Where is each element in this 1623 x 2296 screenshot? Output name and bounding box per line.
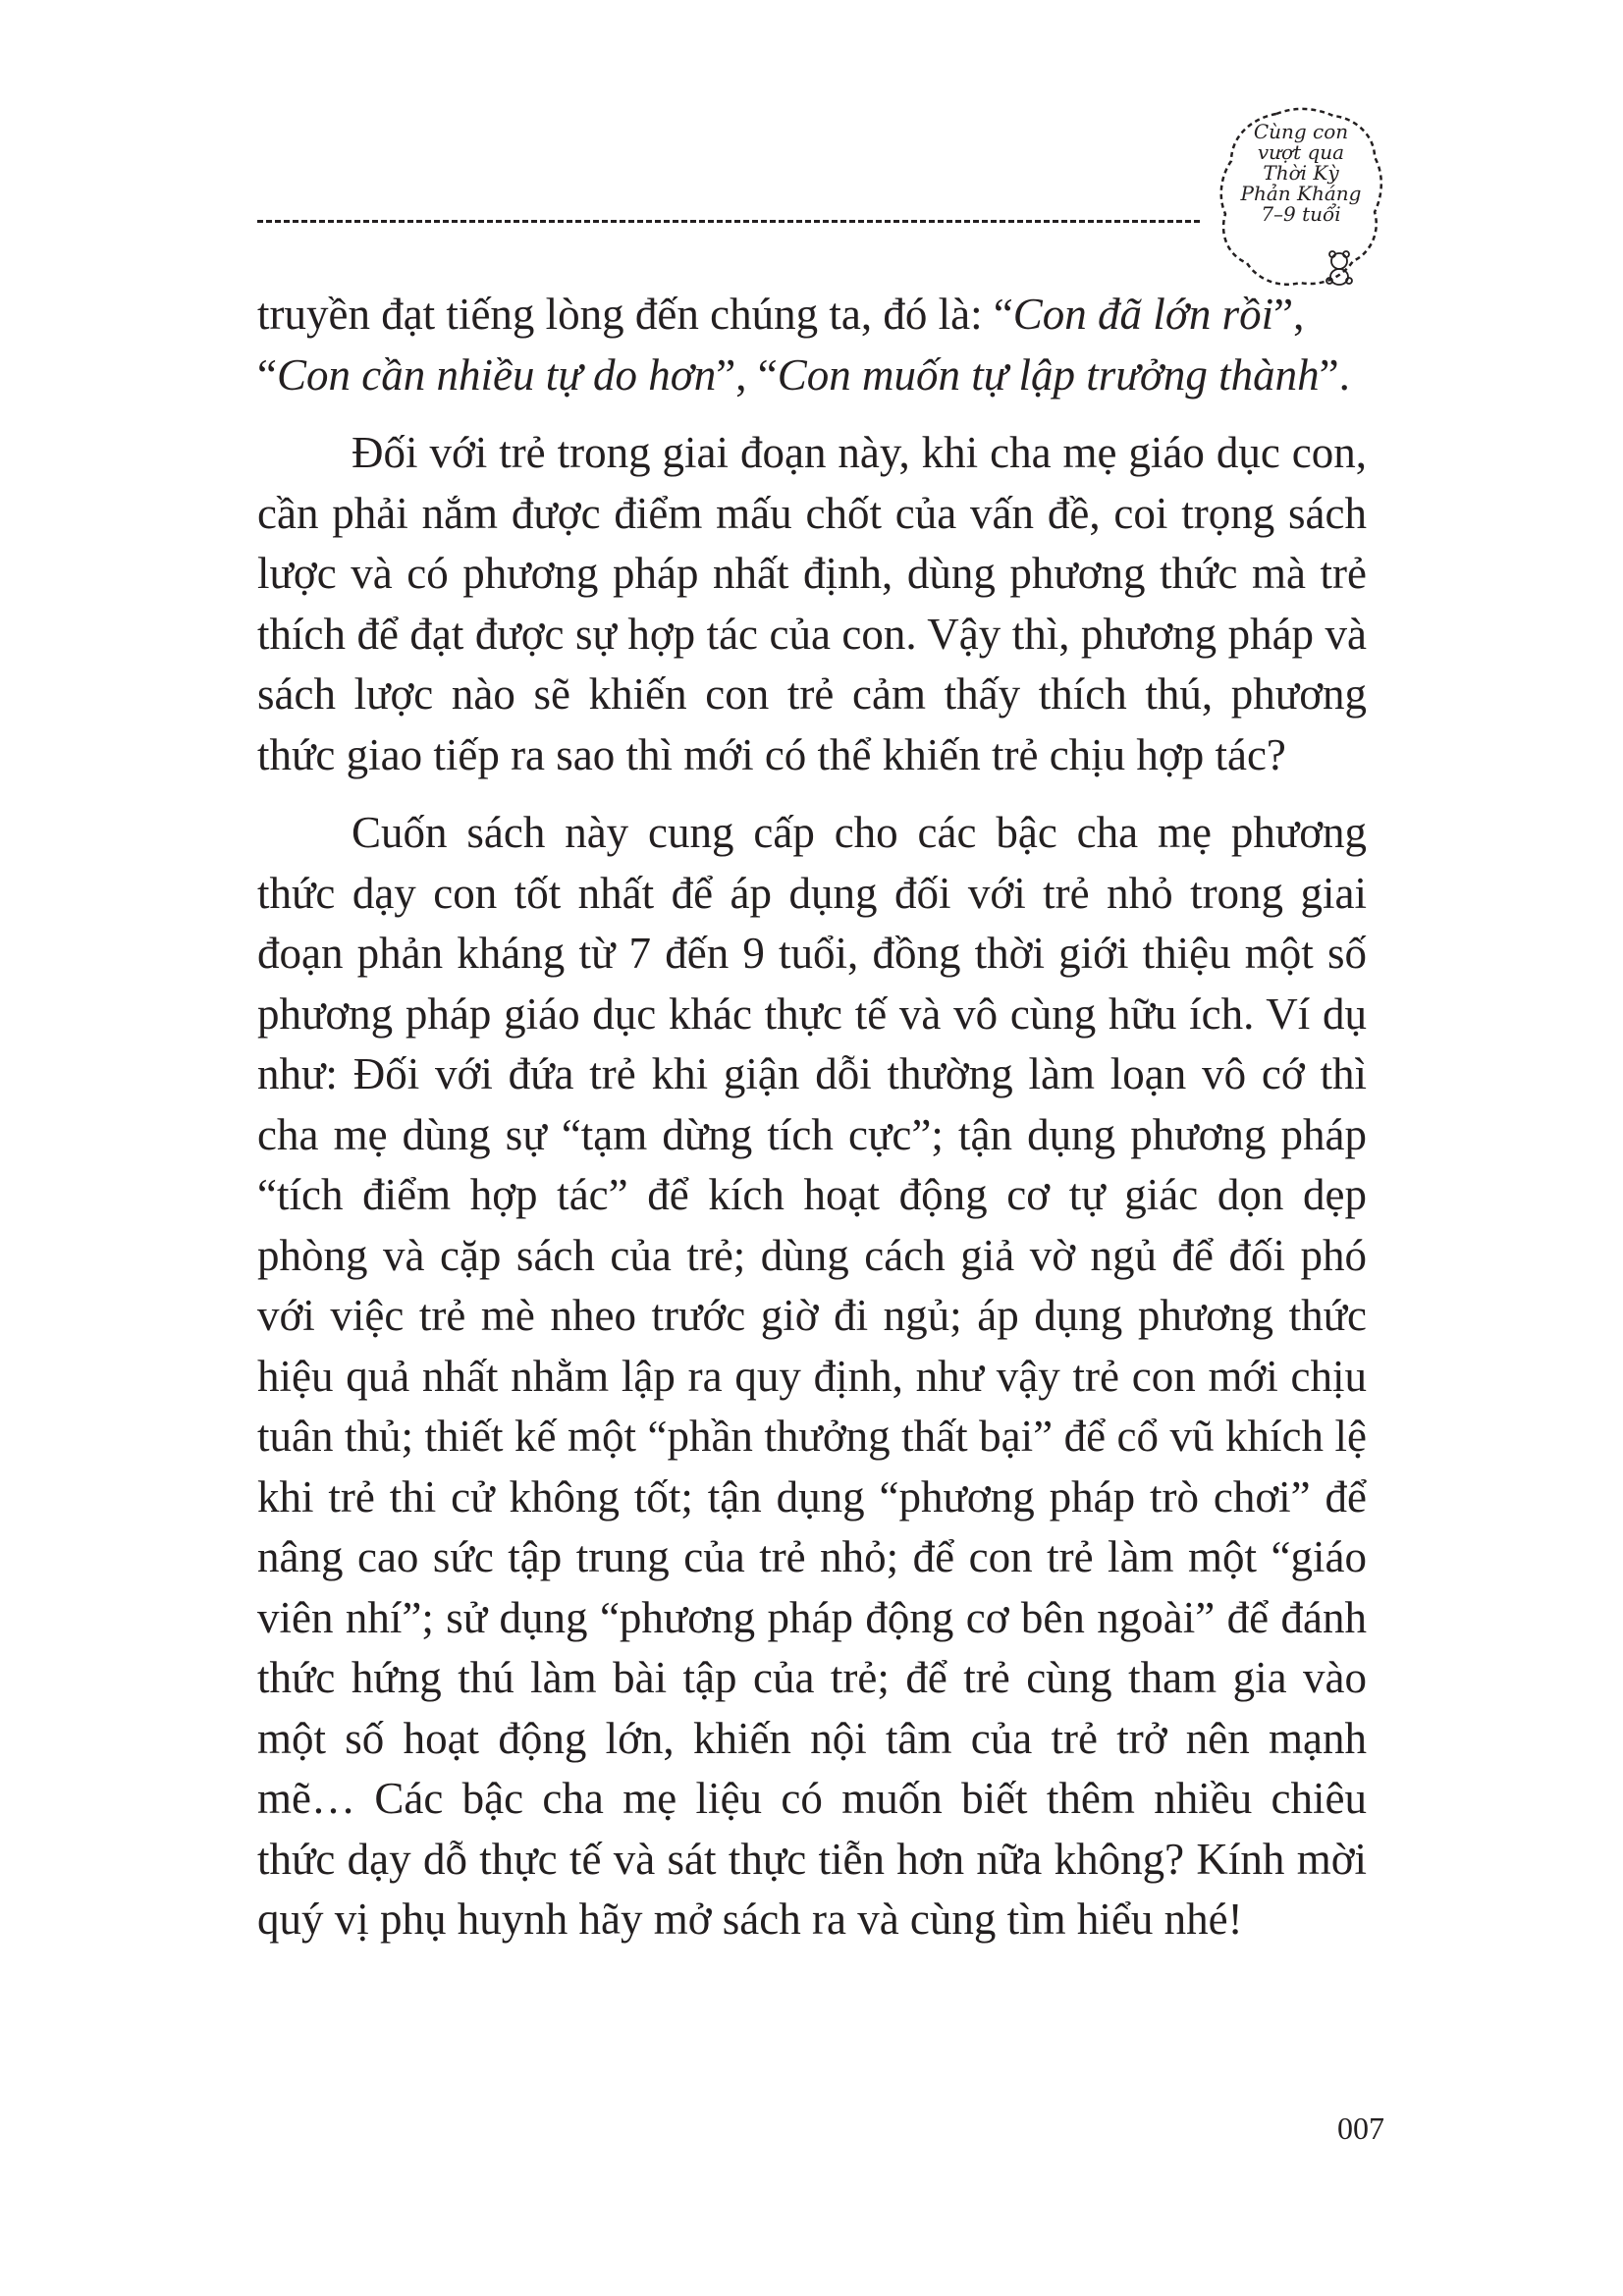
badge-line: Phản Kháng	[1240, 182, 1362, 205]
page-body	[257, 285, 1367, 1968]
series-badge	[1217, 106, 1384, 298]
text-run: ”, “	[716, 349, 778, 400]
page-number: 007	[1337, 2110, 1384, 2146]
paragraph: Đối với trẻ trong giai đoạn này, khi cha mẹ giáo dục con, cần phải nắm được điểm mấu chốt của vấn đề, coi trọng sách lược và có phương pháp nhất định, dùng phương thức mà trẻ thích để đạt được sự hợp tác của con. Vậy thì, phương pháp và sách lược nào sẽ khiến con trẻ cảm thấy thích thú, phương thức giao tiếp ra sao thì mới có thể khiến trẻ chịu hợp tác?	[257, 428, 1367, 779]
teddy-bear-icon	[1326, 251, 1352, 285]
italic-quote: Con đã lớn rồi	[1012, 290, 1274, 339]
italic-quote: Con muốn tự lập trưởng thành	[777, 349, 1320, 400]
paragraph-continued	[257, 285, 1367, 405]
text-run: truyền đạt tiếng lòng đến chúng ta, đó là: “	[257, 290, 1013, 339]
badge-title	[1217, 122, 1384, 225]
badge-line: Thời Kỳ	[1263, 161, 1339, 185]
badge-line: Cùng con	[1253, 120, 1349, 143]
badge-line: 7–9 tuổi	[1261, 202, 1341, 226]
paragraph: Cuốn sách này cung cấp cho các bậc cha mẹ phương thức dạy con tốt nhất để áp dụng đối với trẻ nhỏ trong giai đoạn phản kháng từ 7 đến 9 tuổi, đồng thời giới thiệu một số phương pháp giáo dục khác thực tế và vô cùng hữu ích. Ví dụ như: Đối với đứa trẻ khi giận dỗi thường làm loạn vô cớ thì cha mẹ dùng sự “tạm dừng tích cực”; tận dụng phương pháp “tích điểm hợp tác” để kích hoạt động cơ tự giác dọn dẹp phòng và cặp sách của trẻ; dùng cách giả vờ ngủ để đối phó với việc trẻ mè nheo trước giờ đi ngủ; áp dụng phương thức hiệu quả nhất nhằm lập ra quy định, như vậy trẻ con mới chịu tuân thủ; thiết kế một “phần thưởng thất bại” để cổ vũ khích lệ khi trẻ thi cử không tốt; tận dụng “phương pháp trò chơi” để nâng cao sức tập trung của trẻ nhỏ; để con trẻ làm một “giáo viên nhí”; sử dụng “phương pháp động cơ bên ngoài” để đánh thức hứng thú làm bài tập của trẻ; để trẻ cùng tham gia vào một số hoạt động lớn, khiến nội tâm của trẻ trở nên mạnh mẽ… Các bậc cha mẹ liệu có muốn biết thêm nhiều chiêu thức dạy dỗ thực tế và sát thực tiễn hơn nữa không? Kính mời quý vị phụ huynh hãy mở sách ra và cùng tìm hiểu nhé!	[257, 808, 1367, 1944]
italic-quote: Con cần nhiều tự do hơn	[276, 349, 717, 400]
text-run: ”, “	[257, 290, 1305, 400]
header-dashed-rule	[257, 220, 1200, 223]
text-run: ”.	[1319, 349, 1350, 400]
badge-line: vượt qua	[1257, 140, 1345, 164]
